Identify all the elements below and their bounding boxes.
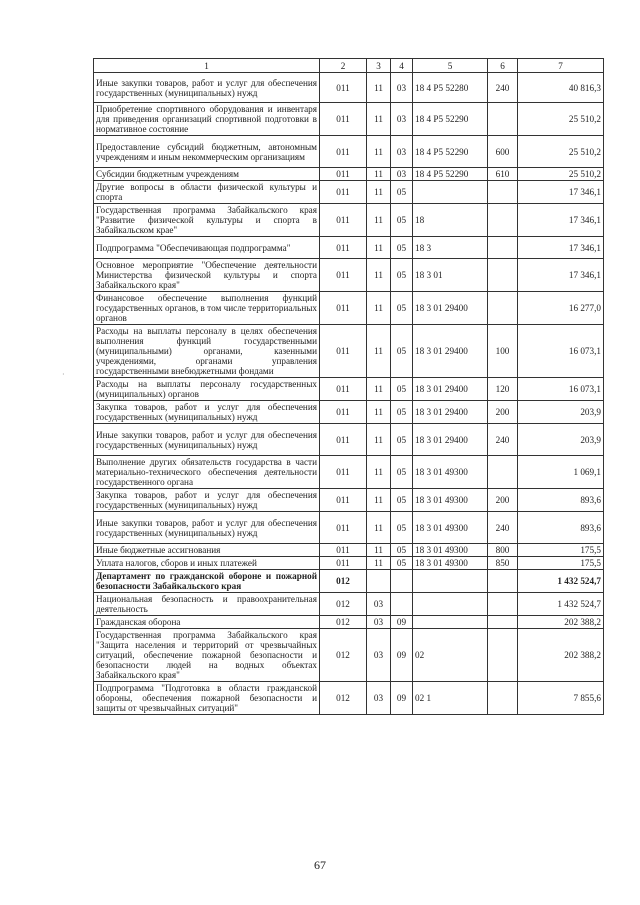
row-c5-cell: 18 4 P5 52290 [413, 103, 488, 136]
row-c7-cell: 16 073,1 [518, 378, 604, 401]
row-c5-cell: 18 3 01 29400 [413, 292, 488, 325]
row-c2-cell: 011 [320, 378, 367, 401]
row-c5-cell: 18 3 01 29400 [413, 325, 488, 378]
row-c5-cell: 18 3 01 49300 [413, 456, 488, 489]
row-c2-cell: 012 [320, 616, 367, 629]
row-c4-cell: 05 [391, 456, 413, 489]
row-c2-cell: 011 [320, 168, 367, 181]
row-name-cell: Национальная безопасность и правоохранительная деятельность [94, 593, 320, 616]
row-c5-cell [413, 593, 488, 616]
row-c7-cell: 40 816,3 [518, 73, 604, 103]
row-c2-cell: 011 [320, 557, 367, 570]
table-row [94, 570, 604, 593]
table-row [94, 616, 604, 629]
row-name-cell: Государственная программа Забайкальского края "Развитие физической культуры и спорта в Забайкальском крае" [94, 204, 320, 237]
row-c6-cell: 610 [488, 168, 518, 181]
row-c6-cell [488, 181, 518, 204]
row-c6-cell [488, 593, 518, 616]
row-name-cell: Гражданская оборона [94, 616, 320, 629]
table-row [94, 73, 604, 103]
row-c4-cell: 09 [391, 682, 413, 715]
row-c4-cell: 09 [391, 616, 413, 629]
row-c6-cell [488, 629, 518, 682]
table-row [94, 557, 604, 570]
row-c5-cell: 18 4 P5 52290 [413, 168, 488, 181]
row-c3-cell: 03 [367, 593, 391, 616]
row-c2-cell: 011 [320, 401, 367, 424]
row-c2-cell: 011 [320, 73, 367, 103]
margin-mark: · [62, 370, 65, 379]
row-name-cell: Иные закупки товаров, работ и услуг для обеспечения государственных (муниципальных) нужд [94, 512, 320, 544]
table-row [94, 424, 604, 456]
row-c5-cell: 02 [413, 629, 488, 682]
row-c3-cell: 03 [367, 616, 391, 629]
row-c3-cell: 11 [367, 73, 391, 103]
row-c6-cell [488, 682, 518, 715]
row-c4-cell [391, 570, 413, 593]
table-row [94, 292, 604, 325]
row-c7-cell: 175,5 [518, 544, 604, 557]
row-c3-cell: 11 [367, 292, 391, 325]
row-name-cell: Департамент по гражданской обороне и пожарной безопасности Забайкальского края [94, 570, 320, 593]
row-c3-cell: 11 [367, 181, 391, 204]
row-c6-cell [488, 292, 518, 325]
row-c6-cell [488, 103, 518, 136]
row-c6-cell [488, 570, 518, 593]
row-name-cell: Иные бюджетные ассигнования [94, 544, 320, 557]
row-c7-cell: 202 388,2 [518, 616, 604, 629]
row-c2-cell: 011 [320, 512, 367, 544]
row-c7-cell: 203,9 [518, 424, 604, 456]
row-c2-cell: 011 [320, 204, 367, 237]
row-name-cell: Предоставление субсидий бюджетным, автономным учреждениям и иным некоммерческим организациям [94, 136, 320, 168]
row-c3-cell: 11 [367, 512, 391, 544]
table-row [94, 259, 604, 292]
row-name-cell: Уплата налогов, сборов и иных платежей [94, 557, 320, 570]
row-c5-cell [413, 616, 488, 629]
row-name-cell: Государственная программа Забайкальского края "Защита населения и территорий от чрезвычайных ситуаций, обеспечение пожарной безопасности и безопасности людей на водных объектах Забайкальского края" [94, 629, 320, 682]
row-c4-cell: 05 [391, 424, 413, 456]
table-row [94, 103, 604, 136]
row-name-cell: Выполнение других обязательств государства в части материально-технического обеспечения деятельности государственного органа [94, 456, 320, 489]
row-name-cell: Подпрограмма "Обеспечивающая подпрограмма" [94, 237, 320, 259]
row-c4-cell: 05 [391, 512, 413, 544]
row-c3-cell: 11 [367, 456, 391, 489]
page-number: 67 [314, 858, 326, 872]
row-c6-cell: 120 [488, 378, 518, 401]
row-c4-cell: 05 [391, 544, 413, 557]
header-cell: 7 [518, 59, 604, 73]
row-c2-cell: 012 [320, 629, 367, 682]
row-c3-cell: 11 [367, 489, 391, 512]
row-c3-cell: 11 [367, 378, 391, 401]
table-row [94, 136, 604, 168]
row-c5-cell: 18 3 01 29400 [413, 401, 488, 424]
row-c4-cell: 05 [391, 489, 413, 512]
row-c6-cell: 850 [488, 557, 518, 570]
row-c7-cell: 893,6 [518, 489, 604, 512]
row-name-cell: Субсидии бюджетным учреждениям [94, 168, 320, 181]
row-c7-cell: 16 277,0 [518, 292, 604, 325]
row-c4-cell: 05 [391, 292, 413, 325]
table-row [94, 168, 604, 181]
row-c6-cell [488, 259, 518, 292]
row-c5-cell: 18 4 P5 52280 [413, 73, 488, 103]
row-c7-cell: 1 069,1 [518, 456, 604, 489]
table-row [94, 489, 604, 512]
row-c4-cell [391, 593, 413, 616]
row-c7-cell: 203,9 [518, 401, 604, 424]
header-cell: 2 [320, 59, 367, 73]
table-row [94, 456, 604, 489]
row-name-cell: Закупка товаров, работ и услуг для обеспечения государственных (муниципальных) нужд [94, 401, 320, 424]
row-c3-cell: 11 [367, 204, 391, 237]
row-c2-cell: 012 [320, 682, 367, 715]
row-c3-cell: 03 [367, 682, 391, 715]
row-name-cell: Иные закупки товаров, работ и услуг для обеспечения государственных (муниципальных) нужд [94, 73, 320, 103]
table-row [94, 378, 604, 401]
row-c3-cell: 11 [367, 544, 391, 557]
row-name-cell: Иные закупки товаров, работ и услуг для обеспечения государственных (муниципальных) нужд [94, 424, 320, 456]
row-c4-cell: 09 [391, 629, 413, 682]
row-name-cell: Расходы на выплаты персоналу государственных (муниципальных) органов [94, 378, 320, 401]
row-c6-cell: 200 [488, 401, 518, 424]
row-c3-cell: 11 [367, 168, 391, 181]
row-c6-cell [488, 237, 518, 259]
row-c3-cell: 11 [367, 401, 391, 424]
row-c2-cell: 011 [320, 292, 367, 325]
row-c2-cell: 011 [320, 489, 367, 512]
row-c6-cell: 100 [488, 325, 518, 378]
row-c2-cell: 011 [320, 237, 367, 259]
row-c3-cell [367, 570, 391, 593]
row-name-cell: Расходы на выплаты персоналу в целях обеспечения выполнения функций государственными (муниципальными) органами, казенными учреждениями, органами управления государственными внебюджетными фондами [94, 325, 320, 378]
row-c6-cell [488, 456, 518, 489]
row-c7-cell: 17 346,1 [518, 181, 604, 204]
row-c5-cell: 18 3 01 29400 [413, 424, 488, 456]
row-c4-cell: 05 [391, 259, 413, 292]
header-cell: 6 [488, 59, 518, 73]
row-c5-cell: 18 3 01 49300 [413, 489, 488, 512]
row-c3-cell: 11 [367, 557, 391, 570]
row-c4-cell: 05 [391, 181, 413, 204]
row-c3-cell: 11 [367, 424, 391, 456]
row-c5-cell: 18 3 01 29400 [413, 378, 488, 401]
row-c3-cell: 11 [367, 136, 391, 168]
row-c7-cell: 7 855,6 [518, 682, 604, 715]
row-c3-cell: 11 [367, 259, 391, 292]
table-row [94, 325, 604, 378]
row-c3-cell: 03 [367, 629, 391, 682]
row-c7-cell: 1 432 524,7 [518, 593, 604, 616]
table-row [94, 512, 604, 544]
row-c2-cell: 012 [320, 593, 367, 616]
row-name-cell: Подпрограмма "Подготовка в области гражданской обороны, обеспечения пожарной безопасности и защиты от чрезвычайных ситуаций" [94, 682, 320, 715]
header-cell: 4 [391, 59, 413, 73]
row-c2-cell: 011 [320, 456, 367, 489]
row-c7-cell: 1 432 524,7 [518, 570, 604, 593]
row-c7-cell: 202 388,2 [518, 629, 604, 682]
row-c6-cell: 240 [488, 73, 518, 103]
row-c5-cell: 02 1 [413, 682, 488, 715]
row-c4-cell: 05 [391, 325, 413, 378]
row-name-cell: Закупка товаров, работ и услуг для обеспечения государственных (муниципальных) нужд [94, 489, 320, 512]
row-c7-cell: 16 073,1 [518, 325, 604, 378]
header-row [94, 59, 604, 73]
table-row [94, 593, 604, 616]
row-c5-cell: 18 3 01 [413, 259, 488, 292]
row-c2-cell: 011 [320, 136, 367, 168]
row-c6-cell: 600 [488, 136, 518, 168]
row-c7-cell: 25 510,2 [518, 168, 604, 181]
header-cell: 1 [94, 59, 320, 73]
row-c4-cell: 03 [391, 168, 413, 181]
row-c5-cell: 18 3 01 49300 [413, 512, 488, 544]
row-c6-cell: 800 [488, 544, 518, 557]
row-name-cell: Другие вопросы в области физической культуры и спорта [94, 181, 320, 204]
table-row [94, 544, 604, 557]
table-row [94, 682, 604, 715]
row-name-cell: Финансовое обеспечение выполнения функций государственных органов, в том числе территориальных органов [94, 292, 320, 325]
row-c4-cell: 03 [391, 73, 413, 103]
row-c3-cell: 11 [367, 103, 391, 136]
row-c2-cell: 012 [320, 570, 367, 593]
row-c2-cell: 011 [320, 259, 367, 292]
row-c7-cell: 893,6 [518, 512, 604, 544]
row-c5-cell: 18 [413, 204, 488, 237]
row-c2-cell: 011 [320, 424, 367, 456]
row-c6-cell: 240 [488, 512, 518, 544]
row-c5-cell [413, 181, 488, 204]
row-c2-cell: 011 [320, 544, 367, 557]
row-c4-cell: 03 [391, 103, 413, 136]
table-row [94, 401, 604, 424]
row-c7-cell: 175,5 [518, 557, 604, 570]
row-c4-cell: 05 [391, 204, 413, 237]
row-name-cell: Приобретение спортивного оборудования и инвентаря для приведения организаций спортивной подготовки в нормативное состояние [94, 103, 320, 136]
row-name-cell: Основное мероприятие "Обеспечение деятельности Министерства физической культуры и спорта Забайкальского края" [94, 259, 320, 292]
row-c7-cell: 25 510,2 [518, 136, 604, 168]
row-c4-cell: 05 [391, 237, 413, 259]
row-c4-cell: 05 [391, 401, 413, 424]
row-c5-cell: 18 3 01 49300 [413, 557, 488, 570]
row-c7-cell: 17 346,1 [518, 259, 604, 292]
row-c3-cell: 11 [367, 325, 391, 378]
row-c2-cell: 011 [320, 325, 367, 378]
row-c5-cell: 18 3 [413, 237, 488, 259]
row-c4-cell: 05 [391, 378, 413, 401]
row-c2-cell: 011 [320, 181, 367, 204]
row-c4-cell: 05 [391, 557, 413, 570]
budget-table-body [94, 59, 604, 715]
row-c5-cell: 18 3 01 49300 [413, 544, 488, 557]
table-row [94, 181, 604, 204]
row-c7-cell: 17 346,1 [518, 204, 604, 237]
row-c6-cell: 240 [488, 424, 518, 456]
row-c6-cell [488, 616, 518, 629]
table-row [94, 237, 604, 259]
row-c3-cell: 11 [367, 237, 391, 259]
table-row [94, 629, 604, 682]
header-cell: 5 [413, 59, 488, 73]
row-c2-cell: 011 [320, 103, 367, 136]
row-c5-cell: 18 4 P5 52290 [413, 136, 488, 168]
row-c6-cell: 200 [488, 489, 518, 512]
row-c6-cell [488, 204, 518, 237]
table-row [94, 204, 604, 237]
row-c7-cell: 25 510,2 [518, 103, 604, 136]
row-c5-cell [413, 570, 488, 593]
row-c4-cell: 03 [391, 136, 413, 168]
budget-table [93, 58, 604, 715]
row-c7-cell: 17 346,1 [518, 237, 604, 259]
header-cell: 3 [367, 59, 391, 73]
